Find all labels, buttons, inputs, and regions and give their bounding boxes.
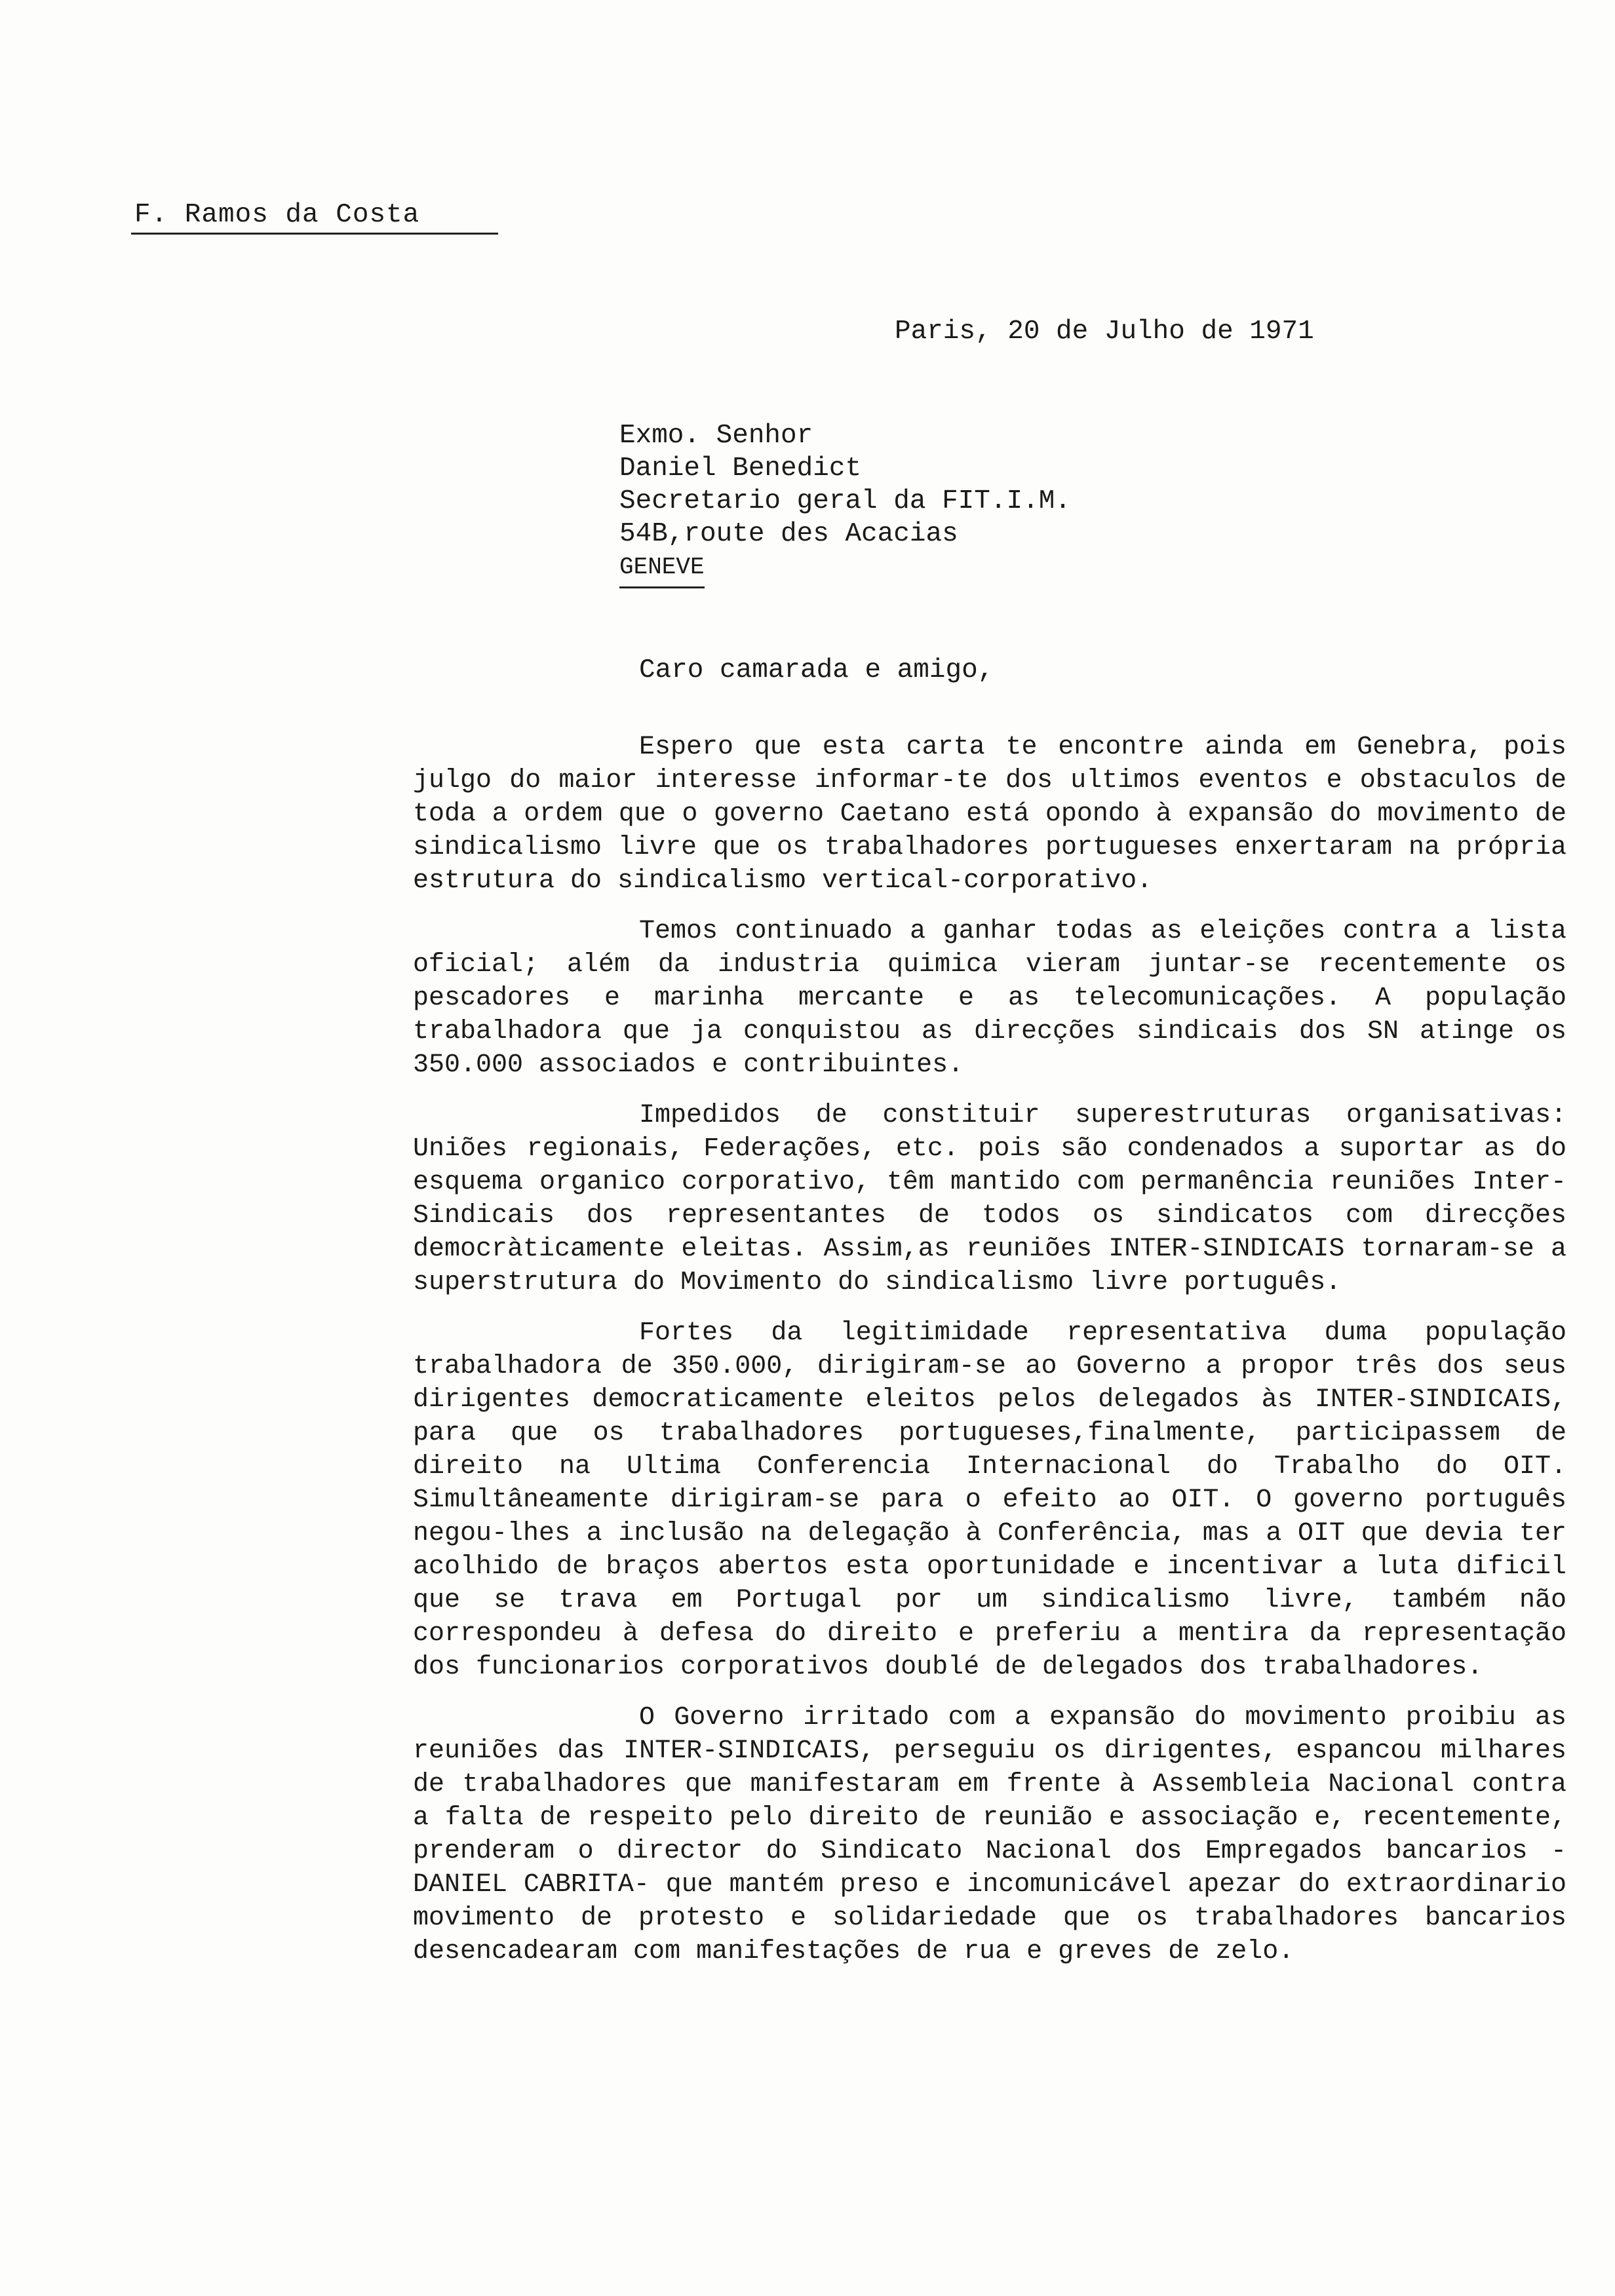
body-paragraph-1: Espero que esta carta te encontre ainda em Genebra, pois julgo do maior interesse informar-te dos ultimos eventos e obstaculos de toda a ordem que o governo Caetano está opondo à expansão do movimento de sindicalismo livre que os trabalhadores portugueses enxertaram na própria estrutura do sindicalismo vertical-corporativo. [413,733,1566,896]
letter-date: Paris, 20 de Julho de 1971 [895,316,1314,347]
sender-underline [131,233,498,235]
recipient-city: GENEVE [619,551,705,588]
recipient-line-1: Exmo. Senhor [619,421,813,451]
body-paragraph-2: Temos continuado a ganhar todas as eleições contra a lista oficial; além da industria quimica vieram juntar-se recentemente os pescadores e marinha mercante e as telecomunicações. A população trabalhadora que ja conquistou as direcções sindicais dos SN atinge os 350.000 associados e contribuintes. [413,917,1566,1080]
letter-body [413,731,1566,1968]
body-paragraph-3: Impedidos de constituir superestruturas organisativas: Uniões regionais, Federações, etc. pois são condenados a suportar as do esquema organico corporativo, têm mantido com permanência reuniões Inter-Sindicais dos representantes de todos os sindicatos com direcções democràticamente eleitas. Assim,as reuniões INTER-SINDICAIS tornaram-se a superstrutura do Movimento do sindicalismo livre português. [413,1101,1566,1297]
salutation: Caro camarada e amigo, [639,655,994,685]
body-paragraph-5: O Governo irritado com a expansão do movimento proibiu as reuniões das INTER-SINDICAIS, perseguiu os dirigentes, espancou milhares de trabalhadores que manifestaram em frente à Assembleia Nacional contra a falta de respeito pelo direito de reunião e associação e, recentemente, prenderam o director do Sindicato Nacional dos Empregados bancarios -DANIEL CABRITA- que mantém preso e incomunicável apezar do extraordinario movimento de protesto e solidariedade que os trabalhadores bancarios desencadearam com manifestações de rua e greves de zelo. [413,1703,1566,1966]
recipient-line-2: Daniel Benedict [619,453,862,484]
recipient-line-4: 54B,route des Acacias [619,519,958,549]
recipient-address [619,419,1071,588]
sender-name: F. Ramos da Costa [134,200,420,230]
recipient-line-3: Secretario geral da FIT.I.M. [619,486,1071,516]
body-paragraph-4: Fortes da legitimidade representativa duma população trabalhadora de 350.000, dirigiram-se ao Governo a propor três dos seus dirigentes democraticamente eleitos pelos delegados às INTER-SINDICAIS, para que os trabalhadores portugueses,finalmente, participassem de direito na Ultima Conferencia Internacional do Trabalho do OIT. Simultâneamente dirigiram-se para o efeito ao OIT. O governo português negou-lhes a inclusão na delegação à Conferência, mas a OIT que devia ter acolhido de braços abertos esta oportunidade e incentivar a luta dificil que se trava em Portugal por um sindicalismo livre, também não correspondeu à defesa do direito e preferiu a mentira da representação dos funcionarios corporativos doublé de delegados dos trabalhadores. [413,1318,1566,1682]
